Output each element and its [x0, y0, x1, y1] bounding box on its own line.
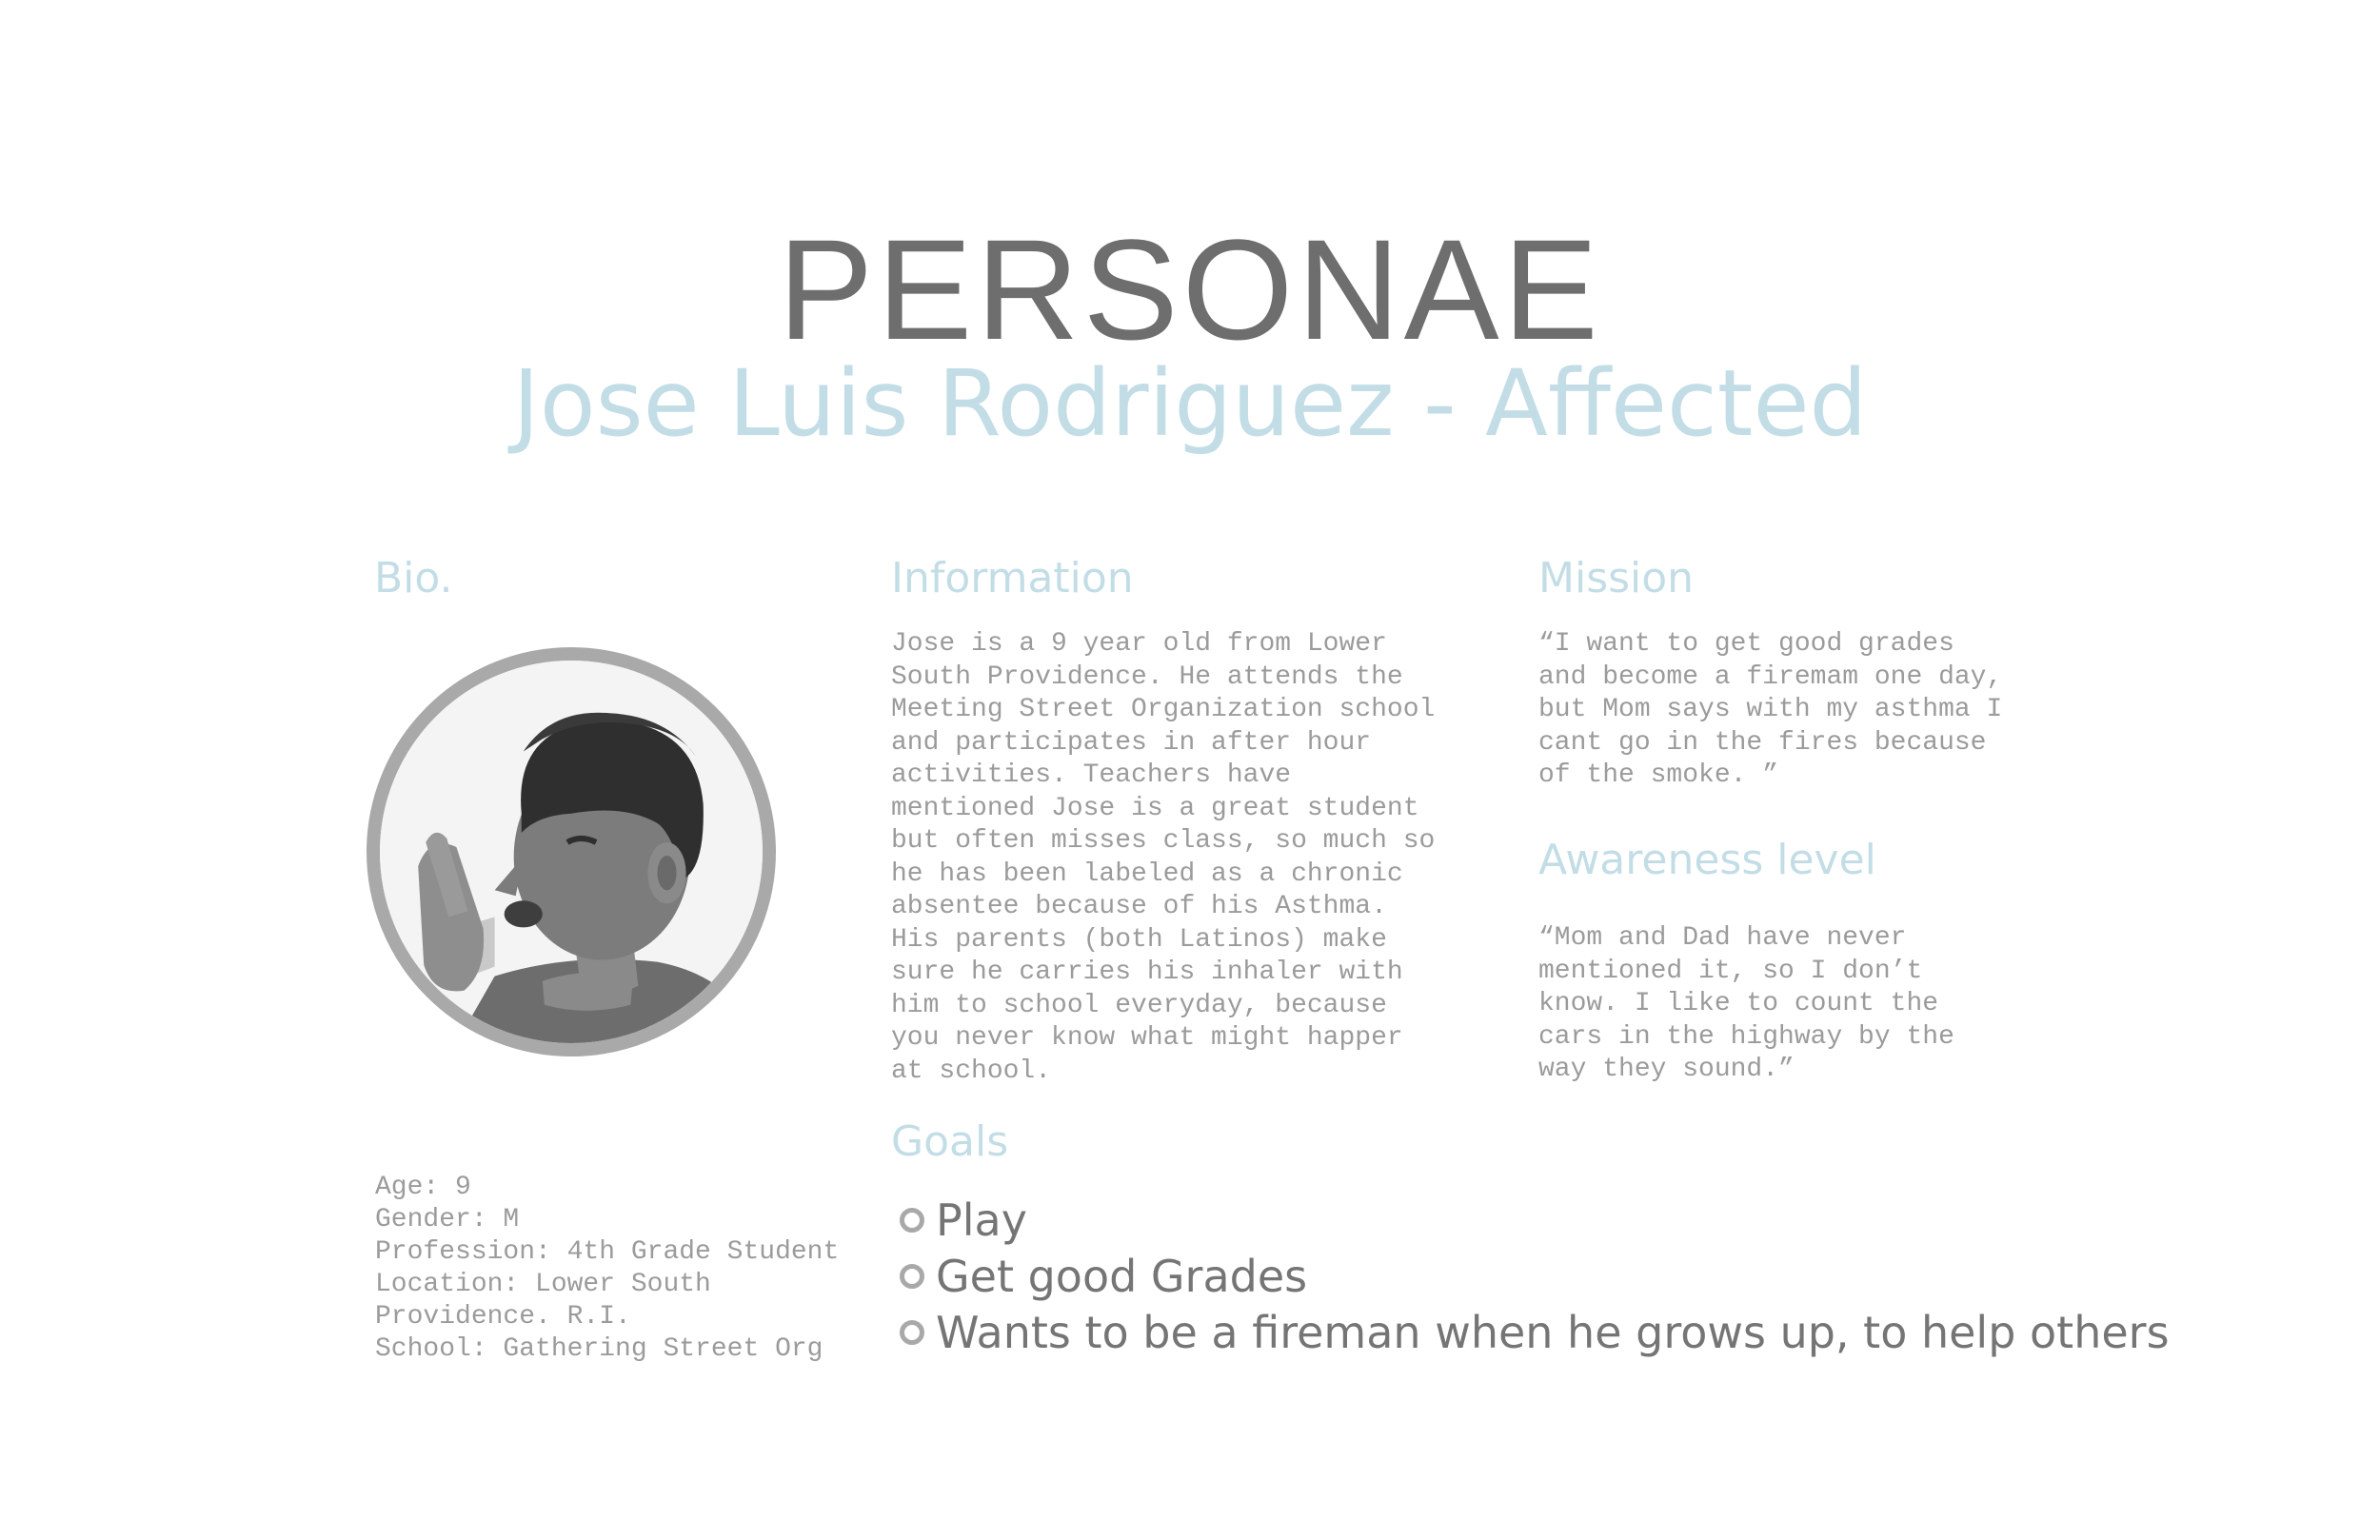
bio-heading: Bio.	[374, 554, 453, 602]
goal-item	[900, 1248, 2170, 1304]
goals-list	[900, 1192, 2170, 1360]
bio-fact-age: Age: 9	[375, 1173, 471, 1202]
bio-fact-profession: Profession: 4th Grade Student	[375, 1237, 840, 1267]
goal-text: Wants to be a fireman when he grows up, to help others	[936, 1306, 2170, 1358]
information-heading: Information	[891, 554, 1134, 602]
persona-name: Jose Luis Rodriguez - Affected	[512, 350, 1868, 457]
avatar	[367, 647, 776, 1056]
goal-text: Play	[936, 1194, 1027, 1246]
bio-facts	[375, 1172, 839, 1366]
goal-bullet-icon	[900, 1320, 924, 1345]
goal-item	[900, 1304, 2170, 1360]
child-with-inhaler-photo	[380, 661, 763, 1043]
bio-fact-location: Location: Lower South	[375, 1270, 711, 1299]
goal-bullet-icon	[900, 1208, 924, 1233]
awareness-heading: Awareness level	[1538, 836, 1876, 884]
information-text: Jose is a 9 year old from Lower South Providence. He attends the Meeting Street Organization school and participates in after hour activities. Teachers have mentioned Jose is a great student but often misses class, so much so he has been labeled as a chronic absentee because of his Asthma. His parents (both Latinos) make sure he carries his inhaler with him to school everyday, because you never know what might happer at school.	[891, 629, 1436, 1086]
goal-item	[900, 1192, 2170, 1248]
mission-heading: Mission	[1538, 554, 1695, 602]
awareness-text: “Mom and Dad have never mentioned it, so I don’t know. I like to count the cars in the highway by the way they sound.”	[1538, 923, 1954, 1084]
page-title: PERSONAE	[778, 208, 1602, 369]
bio-fact-school: School: Gathering Street Org	[375, 1334, 823, 1364]
bio-fact-location-city: Providence. R.I.	[375, 1302, 631, 1332]
bio-fact-gender: Gender: M	[375, 1205, 520, 1234]
goals-heading: Goals	[891, 1117, 1009, 1166]
goal-text: Get good Grades	[936, 1250, 1308, 1302]
mission-text: “I want to get good grades and become a firemam one day, but Mom says with my asthma I cant go in the fires because of the smoke. ”	[1538, 629, 2003, 790]
goal-bullet-icon	[900, 1264, 924, 1289]
